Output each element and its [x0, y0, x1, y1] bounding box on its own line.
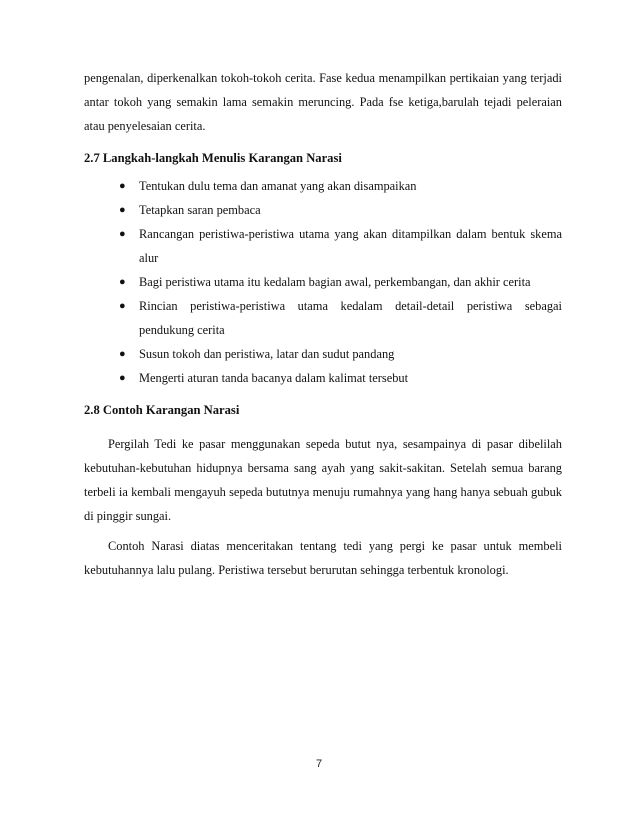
list-item [117, 294, 562, 342]
bullet-icon: ● [119, 204, 126, 216]
bullet-icon: ● [119, 180, 126, 192]
list-item-text: Tentukan dulu tema dan amanat yang akan disampaikan [139, 179, 417, 193]
example-paragraph-1: Pergilah Tedi ke pasar menggunakan sepeda butut nya, sesampainya di pasar dibelilah kebutuhan-kebutuhan hidupnya bersama sang ayah yang sakit-sakitan. Setelah semua barang terbeli ia kembali mengayuh sepeda bututnya menuju rumahnya yang hang hanya sebuah gubuk di pinggir sungai. [84, 437, 562, 523]
intro-paragraph: pengenalan, diperkenalkan tokoh-tokoh cerita. Fase kedua menampilkan pertikaian yang terjadi antar tokoh yang semakin lama semakin meruncing. Pada fse ketiga,barulah tejadi peleraian atau penyelesaian cerita. [84, 71, 562, 133]
list-item [117, 222, 562, 270]
list-item-text: Tetapkan saran pembaca [139, 203, 261, 217]
page-number: 7 [315, 758, 323, 770]
list-item-text: Bagi peristiwa utama itu kedalam bagian awal, perkembangan, dan akhir cerita [139, 275, 531, 289]
bullet-icon: ● [119, 228, 126, 240]
bullet-icon: ● [119, 348, 126, 360]
bullet-icon: ● [119, 276, 126, 288]
list-item [117, 342, 562, 366]
example-paragraph-2: Contoh Narasi diatas menceritakan tentang tedi yang pergi ke pasar untuk membeli kebutuhannya lalu pulang. Peristiwa tersebut berurutan sehingga terbentuk kronologi. [84, 539, 562, 577]
list-item [117, 198, 562, 222]
list-item-text: Susun tokoh dan peristiwa, latar dan sudut pandang [139, 347, 395, 361]
list-item [117, 270, 562, 294]
page-content [84, 66, 562, 582]
bullet-icon: ● [119, 372, 126, 384]
bullet-icon: ● [119, 300, 126, 312]
list-item-text: Rincian peristiwa-peristiwa utama kedalam detail-detail peristiwa sebagai pendukung cerita [139, 299, 562, 337]
list-item-text: Mengerti aturan tanda bacanya dalam kalimat tersebut [139, 371, 409, 385]
list-item [117, 174, 562, 198]
list-item [117, 366, 562, 390]
section-heading-2-8: 2.8 Contoh Karangan Narasi [84, 403, 240, 417]
list-item-text: Rancangan peristiwa-peristiwa utama yang akan ditampilkan dalam bentuk skema alur [139, 227, 562, 265]
steps-list [84, 174, 562, 390]
section-heading-2-7: 2.7 Langkah-langkah Menulis Karangan Narasi [84, 151, 342, 165]
